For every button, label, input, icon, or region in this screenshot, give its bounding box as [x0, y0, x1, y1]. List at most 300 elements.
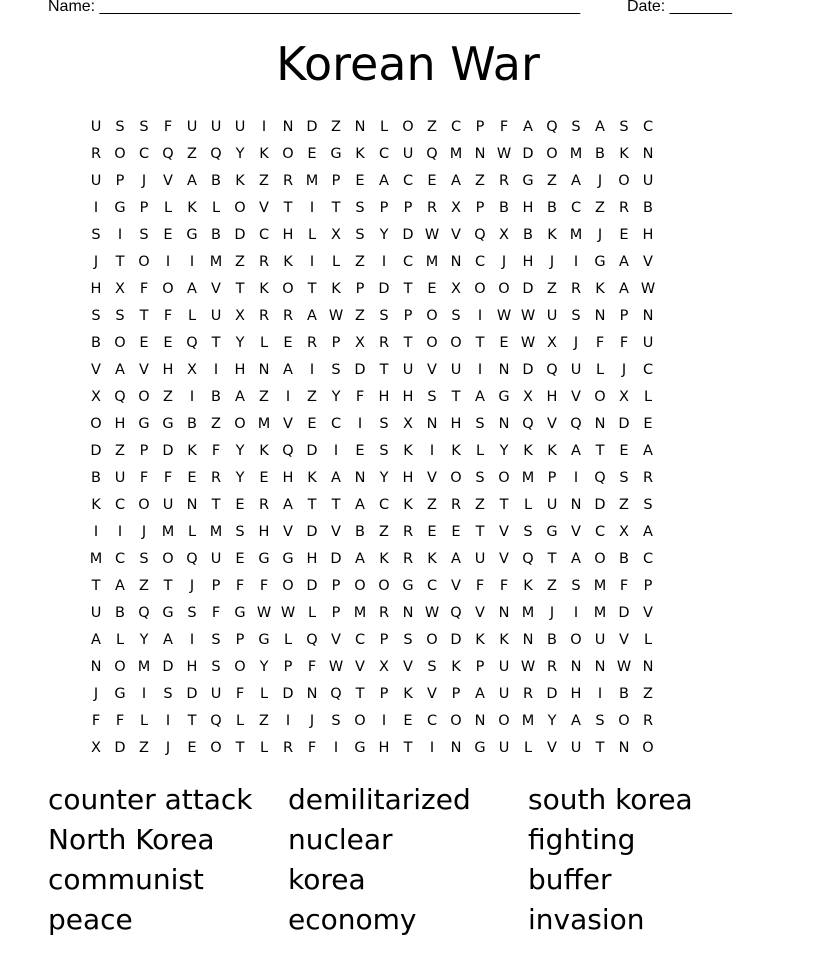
grid-letter: X [547, 335, 557, 351]
grid-letter: F [235, 578, 245, 594]
grid-letter: E [427, 173, 437, 189]
grid-row [84, 195, 732, 222]
grid-letter: M [569, 227, 583, 243]
word-list-item: buffer [528, 863, 612, 896]
grid-row [84, 519, 732, 546]
grid-letter: D [306, 119, 318, 135]
grid-letter: Z [595, 200, 605, 216]
grid-letter: S [139, 227, 149, 243]
grid-letter: I [381, 254, 387, 270]
grid-letter: S [595, 713, 605, 729]
grid-letter: C [642, 551, 654, 567]
grid-letter: O [114, 335, 126, 351]
grid-letter: O [114, 659, 126, 675]
grid-letter: K [523, 443, 533, 459]
grid-letter: T [235, 740, 245, 756]
grid-letter: J [621, 362, 627, 378]
grid-letter: F [211, 443, 221, 459]
grid-letter: B [115, 605, 125, 621]
grid-letter: D [522, 281, 534, 297]
grid-letter: D [234, 227, 246, 243]
grid-letter: O [570, 632, 582, 648]
grid-letter: T [475, 524, 485, 540]
grid-letter: O [594, 551, 606, 567]
grid-letter: T [379, 362, 389, 378]
grid-letter: O [114, 146, 126, 162]
grid-letter: R [642, 470, 654, 486]
grid-letter: B [211, 227, 221, 243]
grid-letter: H [450, 416, 462, 432]
grid-letter: N [426, 416, 438, 432]
grid-letter: V [547, 740, 557, 756]
grid-letter: V [331, 632, 341, 648]
grid-letter: R [546, 659, 558, 675]
grid-letter: L [643, 632, 653, 648]
grid-letter: N [450, 740, 462, 756]
grid-letter: C [402, 254, 414, 270]
grid-letter: W [640, 281, 656, 297]
grid-letter: N [570, 659, 582, 675]
grid-letter: Q [162, 146, 174, 162]
grid-letter: N [258, 362, 270, 378]
grid-letter: K [235, 173, 245, 189]
grid-letter: O [498, 470, 510, 486]
grid-letter: J [309, 713, 315, 729]
grid-letter: R [306, 335, 318, 351]
grid-letter: T [403, 335, 413, 351]
grid-letter: M [137, 659, 151, 675]
grid-letter: U [114, 470, 126, 486]
grid-letter: P [139, 443, 149, 459]
grid-letter: X [379, 659, 389, 675]
grid-letter: G [162, 605, 174, 621]
grid-letter: R [570, 281, 582, 297]
grid-letter: L [643, 389, 653, 405]
grid-letter: O [426, 308, 438, 324]
grid-letter: D [90, 443, 102, 459]
grid-letter: U [546, 497, 558, 513]
grid-letter: L [307, 227, 317, 243]
grid-letter: U [90, 119, 102, 135]
grid-row [84, 411, 732, 438]
grid-letter: F [139, 470, 149, 486]
grid-letter: T [139, 308, 149, 324]
grid-letter: X [91, 389, 101, 405]
grid-letter: S [619, 119, 629, 135]
header-line [48, 0, 732, 16]
grid-letter: O [90, 416, 102, 432]
grid-letter: L [523, 497, 533, 513]
grid-letter: I [357, 416, 363, 432]
grid-letter: G [594, 254, 606, 270]
grid-letter: F [163, 470, 173, 486]
grid-letter: T [331, 497, 341, 513]
grid-letter: U [186, 119, 198, 135]
grid-letter: W [520, 659, 536, 675]
letter-grid [84, 114, 732, 762]
grid-letter: L [259, 686, 269, 702]
grid-letter: P [403, 308, 413, 324]
grid-letter: D [594, 497, 606, 513]
grid-letter: N [642, 146, 654, 162]
grid-letter: A [283, 497, 293, 513]
grid-letter: M [521, 470, 535, 486]
grid-letter: V [403, 659, 413, 675]
grid-letter: P [331, 173, 341, 189]
grid-letter: Y [259, 659, 269, 675]
grid-letter: H [114, 416, 126, 432]
grid-letter: Q [210, 146, 222, 162]
grid-letter: R [522, 686, 534, 702]
grid-letter: N [642, 308, 654, 324]
grid-letter: I [117, 524, 123, 540]
grid-letter: Q [210, 713, 222, 729]
grid-letter: S [403, 632, 413, 648]
grid-row [84, 114, 732, 141]
grid-letter: U [570, 740, 582, 756]
grid-letter: Z [547, 578, 557, 594]
grid-letter: V [91, 362, 101, 378]
grid-letter: B [523, 227, 533, 243]
grid-row [84, 303, 732, 330]
grid-letter: M [425, 254, 439, 270]
grid-letter: H [570, 686, 582, 702]
grid-letter: P [379, 686, 389, 702]
grid-letter: M [209, 254, 223, 270]
grid-letter: A [355, 497, 365, 513]
grid-letter: D [378, 281, 390, 297]
grid-letter: C [594, 524, 606, 540]
grid-letter: V [547, 416, 557, 432]
grid-letter: E [307, 416, 317, 432]
grid-letter: Q [282, 443, 294, 459]
grid-letter: O [234, 200, 246, 216]
grid-letter: T [595, 443, 605, 459]
grid-letter: N [498, 416, 510, 432]
grid-letter: T [547, 551, 557, 567]
grid-letter: E [451, 524, 461, 540]
grid-letter: C [642, 362, 654, 378]
grid-row [84, 438, 732, 465]
grid-letter: T [283, 200, 293, 216]
grid-letter: F [115, 713, 125, 729]
grid-letter: I [189, 254, 195, 270]
grid-letter: C [474, 254, 486, 270]
grid-letter: H [402, 470, 414, 486]
grid-letter: K [307, 470, 317, 486]
grid-letter: H [642, 227, 654, 243]
grid-letter: I [285, 389, 291, 405]
grid-letter: K [259, 281, 269, 297]
grid-letter: S [427, 389, 437, 405]
grid-letter: B [91, 470, 101, 486]
grid-letter: D [450, 632, 462, 648]
grid-letter: P [331, 578, 341, 594]
grid-letter: O [618, 173, 630, 189]
grid-letter: D [618, 416, 630, 432]
grid-letter: T [499, 497, 509, 513]
grid-letter: E [259, 470, 269, 486]
grid-letter: U [546, 308, 558, 324]
grid-letter: G [234, 605, 246, 621]
grid-letter: L [187, 524, 197, 540]
word-list-item: North Korea [48, 823, 215, 856]
grid-letter: A [475, 686, 485, 702]
grid-letter: S [331, 713, 341, 729]
grid-letter: J [93, 254, 99, 270]
grid-row [84, 627, 732, 654]
grid-letter: H [522, 254, 534, 270]
grid-letter: R [282, 173, 294, 189]
grid-letter: Y [139, 632, 149, 648]
grid-letter: P [331, 605, 341, 621]
grid-letter: V [571, 389, 581, 405]
grid-letter: E [235, 497, 245, 513]
grid-letter: G [522, 173, 534, 189]
grid-letter: I [333, 443, 339, 459]
grid-letter: U [642, 173, 654, 189]
word-list-item: korea [288, 863, 366, 896]
grid-letter: B [547, 200, 557, 216]
grid-letter: N [522, 632, 534, 648]
grid-letter: F [595, 335, 605, 351]
grid-letter: W [256, 605, 272, 621]
grid-letter: Q [546, 119, 558, 135]
grid-letter: Q [522, 416, 534, 432]
grid-letter: S [115, 308, 125, 324]
grid-letter: U [474, 551, 486, 567]
grid-letter: S [571, 578, 581, 594]
grid-letter: U [210, 686, 222, 702]
grid-letter: F [139, 281, 149, 297]
grid-letter: C [330, 416, 342, 432]
grid-letter: S [331, 362, 341, 378]
grid-letter: I [381, 713, 387, 729]
grid-letter: P [379, 200, 389, 216]
grid-letter: S [187, 605, 197, 621]
grid-letter: Z [163, 389, 173, 405]
grid-letter: O [450, 335, 462, 351]
grid-letter: E [163, 227, 173, 243]
grid-row [84, 465, 732, 492]
grid-letter: H [234, 362, 246, 378]
grid-letter: J [141, 524, 147, 540]
grid-letter: P [547, 470, 557, 486]
grid-letter: E [355, 173, 365, 189]
grid-letter: N [570, 497, 582, 513]
grid-letter: E [235, 551, 245, 567]
grid-letter: N [402, 605, 414, 621]
grid-letter: R [210, 470, 222, 486]
grid-letter: W [496, 146, 512, 162]
grid-letter: U [594, 632, 606, 648]
grid-letter: K [91, 497, 101, 513]
grid-letter: W [424, 605, 440, 621]
grid-letter: G [330, 146, 342, 162]
grid-letter: Z [355, 254, 365, 270]
grid-letter: A [91, 632, 101, 648]
grid-row [84, 573, 732, 600]
grid-letter: A [643, 524, 653, 540]
grid-letter: K [355, 146, 365, 162]
grid-letter: M [521, 713, 535, 729]
grid-letter: P [475, 200, 485, 216]
grid-letter: D [618, 605, 630, 621]
grid-letter: J [93, 686, 99, 702]
grid-letter: S [379, 416, 389, 432]
grid-letter: H [282, 470, 294, 486]
grid-letter: T [307, 281, 317, 297]
grid-letter: J [597, 227, 603, 243]
grid-letter: O [138, 254, 150, 270]
grid-letter: F [499, 119, 509, 135]
grid-letter: Z [547, 173, 557, 189]
grid-letter: J [549, 254, 555, 270]
grid-letter: E [187, 470, 197, 486]
grid-letter: O [450, 713, 462, 729]
grid-letter: I [573, 254, 579, 270]
grid-letter: N [594, 416, 606, 432]
grid-letter: C [114, 497, 126, 513]
grid-letter: Y [235, 146, 245, 162]
grid-letter: X [403, 416, 413, 432]
grid-letter: R [282, 740, 294, 756]
grid-letter: L [283, 632, 293, 648]
grid-letter: K [403, 497, 413, 513]
grid-letter: N [474, 146, 486, 162]
grid-letter: E [619, 227, 629, 243]
grid-letter: G [498, 389, 510, 405]
grid-letter: S [571, 308, 581, 324]
grid-letter: Q [450, 605, 462, 621]
grid-letter: E [427, 281, 437, 297]
grid-letter: B [211, 389, 221, 405]
grid-letter: D [402, 227, 414, 243]
grid-letter: J [189, 578, 195, 594]
grid-letter: E [499, 335, 509, 351]
grid-letter: X [499, 227, 509, 243]
grid-letter: M [257, 416, 271, 432]
word-list-item: communist [48, 863, 204, 896]
grid-letter: I [429, 443, 435, 459]
grid-letter: K [259, 443, 269, 459]
grid-letter: T [91, 578, 101, 594]
grid-letter: U [162, 497, 174, 513]
grid-letter: T [163, 578, 173, 594]
grid-letter: Z [139, 578, 149, 594]
date-field-label: Date: _______ [627, 0, 732, 15]
grid-letter: G [162, 416, 174, 432]
grid-letter: Q [546, 362, 558, 378]
grid-letter: Y [235, 470, 245, 486]
grid-letter: N [282, 119, 294, 135]
grid-letter: T [475, 335, 485, 351]
grid-letter: A [571, 551, 581, 567]
grid-letter: L [259, 740, 269, 756]
grid-letter: L [163, 200, 173, 216]
grid-letter: F [163, 119, 173, 135]
grid-letter: R [258, 497, 270, 513]
grid-letter: M [305, 173, 319, 189]
grid-letter: C [642, 119, 654, 135]
word-list-item: peace [48, 903, 133, 936]
grid-letter: V [211, 281, 221, 297]
grid-letter: B [643, 200, 653, 216]
grid-letter: U [498, 740, 510, 756]
grid-letter: L [187, 308, 197, 324]
grid-letter: M [569, 146, 583, 162]
grid-row [84, 384, 732, 411]
grid-letter: G [138, 416, 150, 432]
grid-letter: I [429, 740, 435, 756]
grid-letter: R [378, 335, 390, 351]
grid-letter: V [259, 200, 269, 216]
grid-letter: K [595, 281, 605, 297]
grid-letter: T [211, 497, 221, 513]
grid-letter: Z [259, 389, 269, 405]
grid-letter: Y [331, 389, 341, 405]
grid-letter: D [162, 443, 174, 459]
grid-letter: U [642, 335, 654, 351]
word-list-item: nuclear [288, 823, 393, 856]
grid-letter: A [187, 281, 197, 297]
grid-letter: S [139, 119, 149, 135]
grid-letter: C [138, 146, 150, 162]
grid-letter: K [187, 200, 197, 216]
grid-letter: T [211, 335, 221, 351]
grid-letter: B [91, 335, 101, 351]
grid-letter: L [595, 362, 605, 378]
grid-letter: N [474, 713, 486, 729]
grid-letter: G [258, 632, 270, 648]
grid-letter: A [523, 119, 533, 135]
grid-letter: I [213, 362, 219, 378]
grid-letter: K [451, 659, 461, 675]
grid-letter: A [643, 443, 653, 459]
grid-letter: Q [114, 389, 126, 405]
grid-letter: Y [379, 227, 389, 243]
grid-letter: S [475, 416, 485, 432]
grid-letter: I [477, 308, 483, 324]
grid-letter: M [161, 524, 175, 540]
grid-letter: G [114, 200, 126, 216]
grid-letter: A [331, 470, 341, 486]
grid-letter: S [619, 470, 629, 486]
grid-letter: O [162, 281, 174, 297]
grid-row [84, 276, 732, 303]
grid-letter: V [427, 362, 437, 378]
grid-letter: B [211, 173, 221, 189]
grid-letter: K [523, 578, 533, 594]
grid-letter: S [355, 227, 365, 243]
grid-letter: Z [643, 686, 653, 702]
grid-letter: Z [139, 740, 149, 756]
grid-letter: E [427, 524, 437, 540]
grid-letter: I [165, 254, 171, 270]
grid-letter: A [619, 281, 629, 297]
grid-letter: U [234, 119, 246, 135]
grid-letter: O [234, 416, 246, 432]
grid-letter: X [187, 362, 197, 378]
grid-letter: G [402, 578, 414, 594]
grid-letter: U [90, 605, 102, 621]
grid-letter: I [165, 713, 171, 729]
grid-letter: K [619, 146, 629, 162]
grid-letter: P [451, 686, 461, 702]
grid-letter: M [449, 146, 463, 162]
grid-letter: I [573, 605, 579, 621]
grid-letter: M [593, 605, 607, 621]
